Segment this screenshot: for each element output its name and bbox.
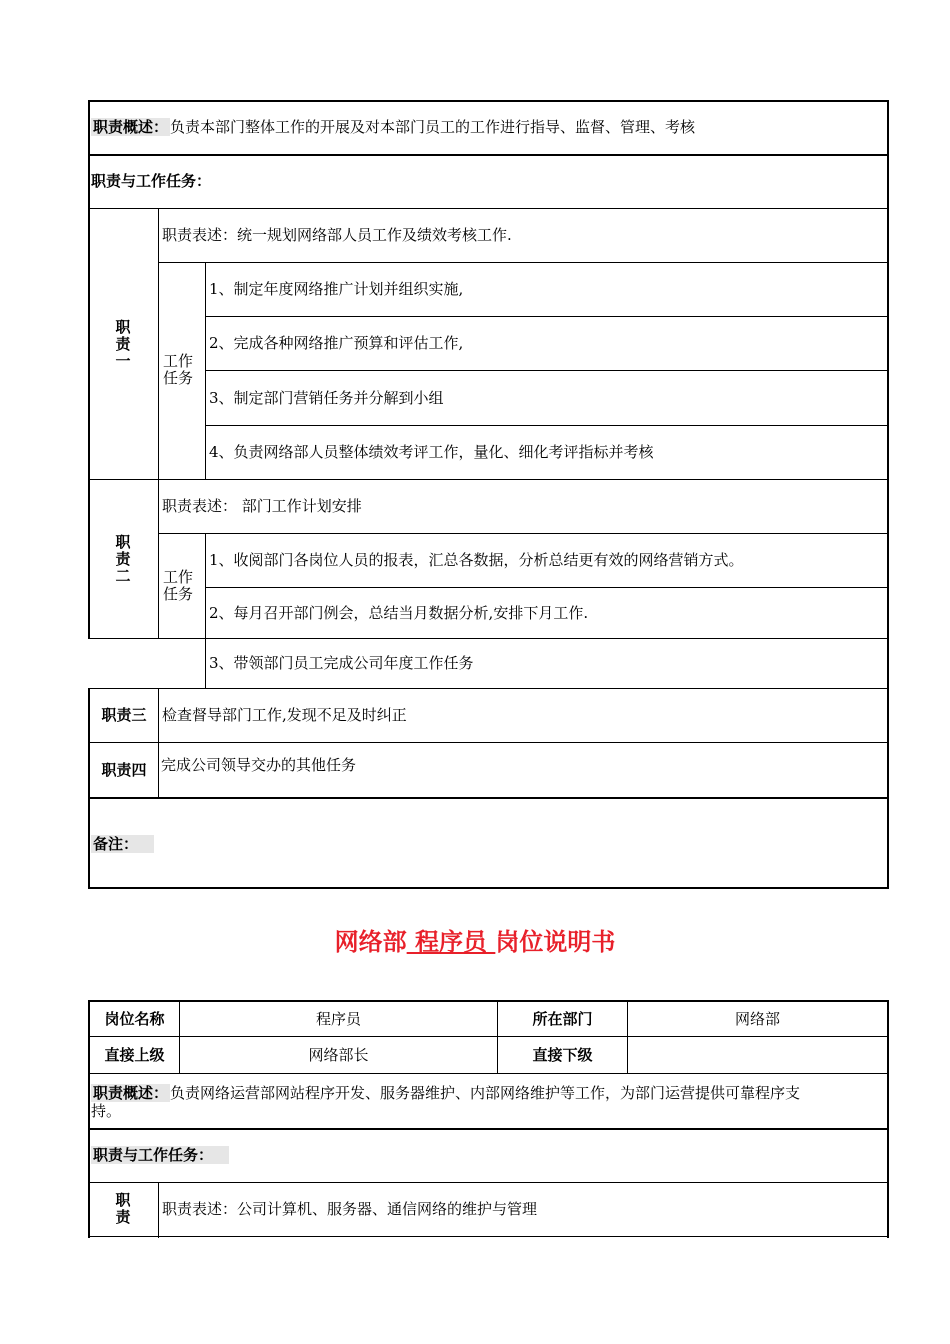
position-name-value: 程序员 [315,1010,361,1028]
duty1-task-1: 1、制定年度网络推广计划并组织实施, [209,280,464,298]
subordinate-label: 直接下级 [532,1046,593,1064]
duty1-task-2: 2、完成各种网络推广预算和评估工作, [209,334,464,352]
duties-heading: 职责与工作任务： [91,172,212,190]
duty1-label: 职责一 [115,318,131,370]
position-name-label: 岗位名称 [104,1010,165,1028]
remarks-row [91,835,154,853]
duty1-task-3: 3、制定部门营销任务并分解到小组 [209,389,444,407]
remarks-label: 备注： [93,835,139,853]
duty2-1-statement: 职责表述：公司计算机、服务器、通信网络的维护与管理 [162,1200,538,1218]
overview2-label: 职责概述： [93,1084,169,1102]
duties2-row [91,1146,229,1164]
overview2-text-line2: 持。 [91,1102,122,1120]
department-value: 网络部 [734,1010,780,1028]
duty1-tasks-label: 工作任务 [162,352,193,387]
overview-text: 负责本部门整体工作的开展及对本部门员工的工作进行指导、监督、管理、考核 [170,118,696,136]
overview2-text-line1: 负责网络运营部网站程序开发、服务器维护、内部网络维护等工作，为部门运营提供可靠程序支 [170,1084,801,1102]
duty3-text: 检查督导部门工作,发现不足及时纠正 [162,706,407,724]
title-suffix: 岗位说明书 [495,928,616,956]
duty4-label: 职责四 [101,761,147,779]
duty2-task-2: 2、每月召开部门例会，总结当月数据分析,安排下月工作. [209,604,589,622]
superior-label: 直接上级 [104,1046,165,1064]
duty1-statement: 职责表述：统一规划网络部人员工作及绩效考核工作. [162,226,512,244]
overview-row [91,118,695,136]
duty2-statement: 职责表述： 部门工作计划安排 [162,497,362,515]
department-label: 所在部门 [532,1010,593,1028]
duty2-1-label: 职责 [115,1191,131,1226]
duty2-task-3: 3、带领部门员工完成公司年度工作任务 [209,654,474,672]
duty1-task-4: 4、负责网络部人员整体绩效考评工作，量化、细化考评指标并考核 [209,443,654,461]
duty2-task-1: 1、收阅部门各岗位人员的报表，汇总各数据，分析总结更有效的网络营销方式。 [209,551,744,569]
title-department: 网络部 [334,928,407,956]
duties2-heading: 职责与工作任务： [93,1146,214,1164]
duty2-label: 职责二 [115,533,131,585]
overview2-row [91,1084,800,1102]
duty4-text: 完成公司领导交办的其他任务 [161,756,357,774]
superior-value: 网络部长 [308,1046,369,1064]
title-position: 程序员 [406,928,496,956]
overview-label: 职责概述： [93,118,169,136]
page-title [0,922,950,957]
duty2-tasks-label: 工作任务 [162,568,193,603]
duty3-label: 职责三 [101,706,147,724]
